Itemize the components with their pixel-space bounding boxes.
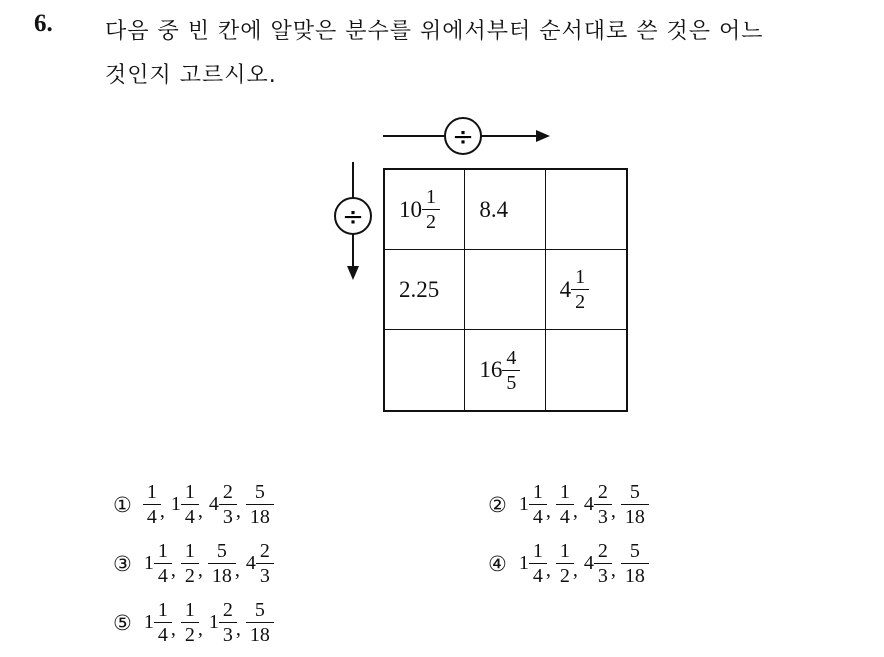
choice-value (247, 600, 273, 645)
whole-part: 16 (479, 357, 503, 382)
question-text-line-2: 것인지 고르시오. (105, 63, 277, 88)
denominator: 18 (621, 563, 649, 586)
fraction (221, 600, 235, 645)
fraction-value (144, 482, 160, 527)
fraction (183, 541, 197, 586)
numerator: 1 (184, 599, 195, 621)
denominator: 18 (246, 504, 274, 527)
fraction (623, 482, 647, 527)
comma: , (197, 500, 203, 522)
fraction-value (182, 541, 198, 586)
grid-cell (546, 250, 626, 330)
fraction (248, 482, 272, 527)
comma: , (572, 559, 578, 581)
numerator: 1 (575, 266, 586, 288)
fraction (156, 541, 170, 586)
choice-value (144, 600, 171, 645)
grid-cell (465, 330, 545, 410)
grid-cell (385, 170, 465, 250)
whole-part: 1 (208, 611, 219, 633)
numerator: 1 (184, 481, 195, 503)
fraction (210, 541, 234, 586)
numerator: 1 (532, 481, 543, 503)
denominator: 2 (422, 209, 440, 232)
denominator: 18 (621, 504, 649, 527)
fraction (183, 482, 197, 527)
choice-value (209, 600, 236, 645)
numerator: 5 (629, 540, 640, 562)
choice-2[interactable] (488, 482, 648, 527)
fraction (248, 600, 272, 645)
fraction (424, 187, 438, 232)
comma: , (572, 500, 578, 522)
choice-value (209, 482, 236, 527)
comma: , (545, 559, 551, 581)
fraction (145, 482, 159, 527)
choice-value (182, 541, 198, 586)
denominator: 4 (154, 563, 172, 586)
denominator: 3 (219, 504, 237, 527)
grid-cell-blank (385, 330, 465, 410)
numerator: 2 (222, 599, 233, 621)
horizontal-arrowhead (536, 130, 550, 142)
choice-value (622, 482, 648, 527)
vertical-divide-sign: ÷ (342, 202, 364, 232)
mixed-number (584, 541, 611, 586)
denominator: 2 (181, 563, 199, 586)
denominator: 3 (219, 622, 237, 645)
fraction (221, 482, 235, 527)
choice-value (584, 541, 611, 586)
fraction (531, 482, 545, 527)
numerator: 1 (157, 540, 168, 562)
choice-value (209, 541, 235, 586)
choice-marker: ③ (113, 551, 132, 576)
mixed-number (584, 482, 611, 527)
comma: , (197, 618, 203, 640)
fraction (531, 541, 545, 586)
numerator: 1 (146, 481, 157, 503)
comma: , (197, 559, 203, 581)
whole-part: 1 (170, 493, 181, 515)
fraction (558, 482, 572, 527)
denominator: 2 (181, 622, 199, 645)
whole-part: 4 (583, 552, 594, 574)
grid-cell-blank (546, 330, 626, 410)
mixed-number (144, 600, 171, 645)
whole-part: 1 (518, 493, 529, 515)
choice-1[interactable] (113, 482, 273, 527)
grid-cell-blank (546, 170, 626, 250)
fraction-value (247, 600, 273, 645)
denominator: 2 (571, 289, 589, 312)
fraction (596, 541, 610, 586)
fraction-value (209, 541, 235, 586)
whole-part: 4 (583, 493, 594, 515)
grid-cell (385, 250, 465, 330)
numerator: 1 (559, 540, 570, 562)
fraction (156, 600, 170, 645)
fraction (596, 482, 610, 527)
choice-value (557, 541, 573, 586)
numerator: 5 (629, 481, 640, 503)
choice-marker: ④ (488, 551, 507, 576)
choice-4[interactable] (488, 541, 648, 586)
denominator: 5 (502, 370, 520, 393)
numerator: 1 (426, 186, 436, 208)
denominator: 4 (529, 563, 547, 586)
whole-part: 4 (245, 552, 256, 574)
numerator: 1 (532, 540, 543, 562)
choice-value (182, 600, 198, 645)
choice-3[interactable] (113, 541, 273, 586)
comma: , (170, 618, 176, 640)
choice-marker: ② (488, 492, 507, 517)
mixed-number (246, 541, 273, 586)
mixed-number (560, 267, 589, 312)
denominator: 18 (208, 563, 236, 586)
comma: , (545, 500, 551, 522)
choice-5[interactable] (113, 600, 273, 645)
fraction (183, 600, 197, 645)
fraction-value (182, 600, 198, 645)
numerator: 2 (597, 540, 608, 562)
fraction (623, 541, 647, 586)
numerator: 2 (259, 540, 270, 562)
whole-part: 1 (143, 611, 154, 633)
comma: , (170, 559, 176, 581)
fraction-value (557, 541, 573, 586)
whole-part: 4 (559, 276, 572, 302)
choice-value (144, 482, 160, 527)
choice-value (246, 541, 273, 586)
denominator: 4 (181, 504, 199, 527)
choice-value (144, 541, 171, 586)
denominator: 3 (256, 563, 274, 586)
choice-value (247, 482, 273, 527)
mixed-number (479, 348, 519, 393)
mixed-number (209, 600, 236, 645)
choice-value (557, 482, 573, 527)
comma: , (235, 618, 241, 640)
fraction-value (622, 482, 648, 527)
choice-value (171, 482, 198, 527)
denominator: 2 (556, 563, 574, 586)
denominator: 4 (529, 504, 547, 527)
mixed-number (519, 482, 546, 527)
grid-cell-blank (465, 250, 545, 330)
fraction-value (622, 541, 648, 586)
numerator: 2 (222, 481, 233, 503)
decimal-value: 2.25 (399, 276, 440, 302)
number-grid (383, 168, 628, 412)
fraction-value (247, 482, 273, 527)
whole-part: 1 (518, 552, 529, 574)
numerator: 1 (157, 599, 168, 621)
numerator: 4 (506, 346, 517, 369)
whole-part: 1 (143, 552, 154, 574)
mixed-number (171, 482, 198, 527)
comma: , (159, 500, 165, 522)
choice-value (584, 482, 611, 527)
choice-value (519, 541, 546, 586)
numerator: 5 (254, 481, 265, 503)
fraction (504, 348, 518, 393)
denominator: 18 (246, 622, 274, 645)
question-text-line-1: 다음 중 빈 칸에 알맞은 분수를 위에서부터 순서대로 쓴 것은 어느 (105, 19, 764, 44)
choice-value (519, 482, 546, 527)
comma: , (234, 559, 240, 581)
comma: , (610, 500, 616, 522)
comma: , (610, 559, 616, 581)
mixed-number (209, 482, 236, 527)
denominator: 3 (594, 563, 612, 586)
numerator: 5 (216, 540, 227, 562)
choice-marker: ⑤ (113, 610, 132, 635)
numerator: 2 (597, 481, 608, 503)
fraction (258, 541, 272, 586)
whole-part: 10 (399, 196, 422, 222)
horizontal-divide-sign: ÷ (452, 122, 474, 152)
denominator: 4 (154, 622, 172, 645)
numerator: 1 (559, 481, 570, 503)
choice-marker: ① (113, 492, 132, 517)
grid-cell (465, 170, 545, 250)
mixed-number (519, 541, 546, 586)
choice-value (622, 541, 648, 586)
mixed-number (399, 187, 439, 232)
vertical-arrowhead (347, 266, 359, 280)
numerator: 5 (254, 599, 265, 621)
fraction-value (557, 482, 573, 527)
denominator: 4 (556, 504, 574, 527)
fraction (558, 541, 572, 586)
question-number: 6. (34, 10, 53, 37)
fraction (573, 267, 587, 312)
denominator: 3 (594, 504, 612, 527)
whole-part: 4 (208, 493, 219, 515)
numerator: 1 (184, 540, 195, 562)
denominator: 4 (143, 504, 161, 527)
mixed-number (144, 541, 171, 586)
decimal-value: 8.4 (479, 196, 509, 222)
comma: , (235, 500, 241, 522)
